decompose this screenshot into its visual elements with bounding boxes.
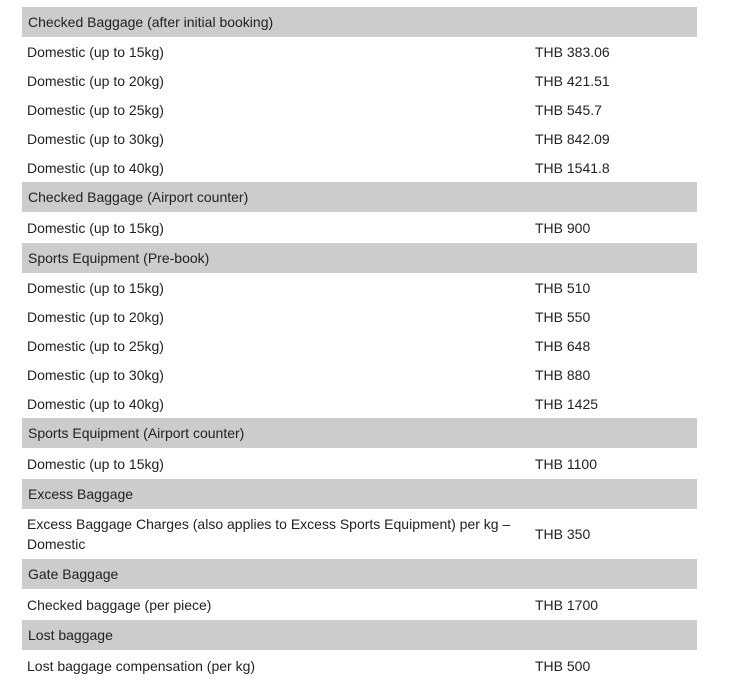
item-label: Domestic (up to 15kg)	[27, 43, 164, 60]
table-row	[22, 273, 697, 302]
section-header-sports-equipment-prebook: Sports Equipment (Pre-book)	[22, 243, 697, 273]
item-label: Domestic (up to 15kg)	[27, 455, 164, 472]
item-price: THB 648	[535, 337, 591, 354]
table-row	[22, 37, 697, 66]
item-label: Domestic (up to 25kg)	[27, 101, 164, 118]
section-header-checked-baggage-airport: Checked Baggage (Airport counter)	[22, 182, 697, 212]
table-row	[22, 66, 697, 95]
item-label: Domestic (up to 40kg)	[27, 395, 164, 412]
item-label: Domestic (up to 15kg)	[27, 219, 164, 236]
item-price: THB 880	[535, 366, 591, 383]
item-price: THB 350	[535, 526, 591, 542]
section-header-gate-baggage: Gate Baggage	[22, 559, 697, 589]
item-price: THB 1100	[535, 455, 597, 472]
item-price: THB 510	[535, 279, 591, 296]
table-row	[22, 95, 697, 124]
item-label: Domestic (up to 40kg)	[27, 159, 164, 176]
section-header-sports-equipment-airport: Sports Equipment (Airport counter)	[22, 418, 697, 448]
table-row	[22, 212, 697, 243]
item-label: Domestic (up to 15kg)	[27, 279, 164, 296]
item-price: THB 383.06	[535, 43, 610, 60]
item-label: Domestic (up to 20kg)	[27, 72, 164, 89]
item-price: THB 500	[535, 657, 591, 674]
table-row	[22, 124, 697, 153]
item-label: Domestic (up to 30kg)	[27, 130, 164, 147]
item-label: Excess Baggage Charges (also applies to Excess Sports Equipment) per kg – Domestic	[27, 516, 511, 552]
table-row	[22, 302, 697, 331]
item-label: Checked baggage (per piece)	[27, 596, 212, 613]
item-price: THB 545.7	[535, 101, 602, 118]
item-price: THB 1541.8	[535, 159, 610, 176]
item-label: Domestic (up to 20kg)	[27, 308, 164, 325]
table-row	[22, 389, 697, 418]
table-row	[22, 448, 697, 479]
item-price: THB 1700	[535, 596, 599, 613]
table-row	[22, 360, 697, 389]
section-header-excess-baggage: Excess Baggage	[22, 479, 697, 509]
item-price: THB 842.09	[535, 130, 610, 147]
item-label: Lost baggage compensation (per kg)	[27, 657, 256, 674]
table-row	[22, 153, 697, 182]
table-row	[22, 331, 697, 360]
table-row	[22, 509, 697, 559]
item-price: THB 1425	[535, 395, 599, 412]
item-label: Domestic (up to 25kg)	[27, 337, 164, 354]
section-header-lost-baggage: Lost baggage	[22, 620, 697, 650]
item-price: THB 421.51	[535, 72, 610, 89]
item-price: THB 550	[535, 308, 591, 325]
item-price: THB 900	[535, 219, 591, 236]
table-row	[22, 589, 697, 620]
item-label: Domestic (up to 30kg)	[27, 366, 164, 383]
baggage-fee-table	[22, 7, 697, 681]
section-header-checked-baggage-after-booking: Checked Baggage (after initial booking)	[22, 7, 697, 37]
table-row	[22, 650, 697, 681]
